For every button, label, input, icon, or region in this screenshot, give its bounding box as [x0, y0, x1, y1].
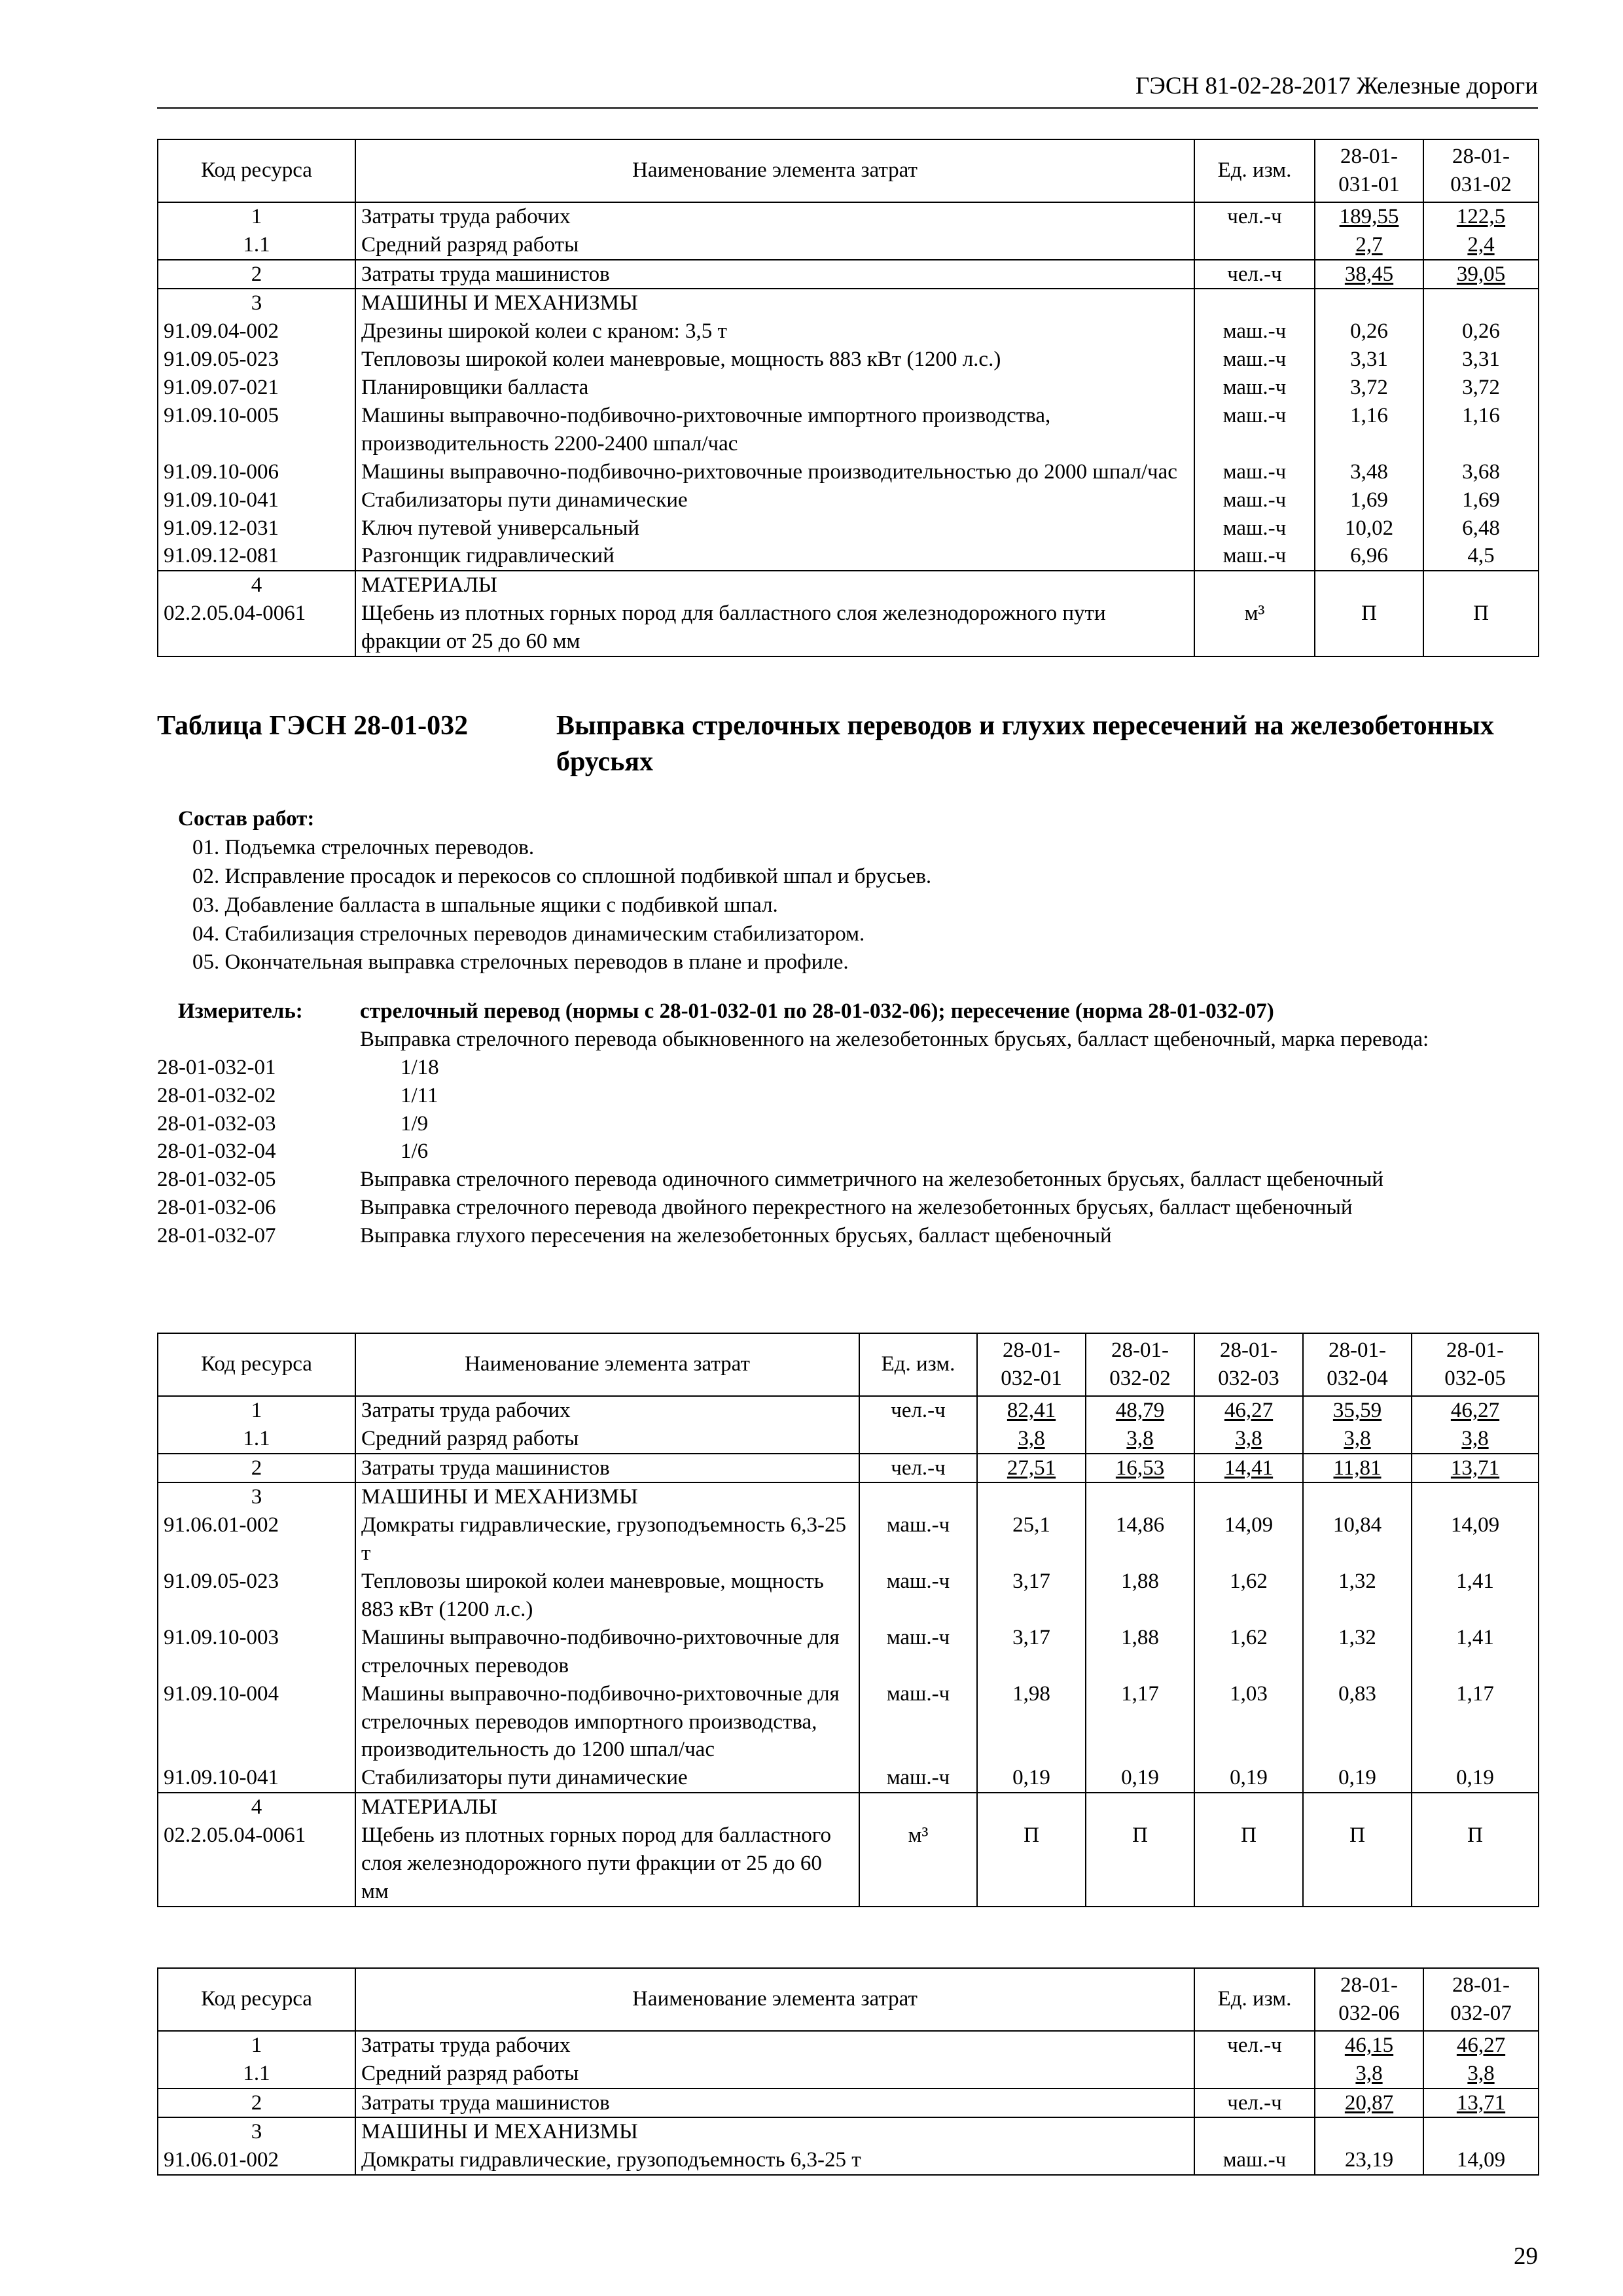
norm-code: 28-01-032-01 [157, 1055, 276, 1079]
resource-code: 91.09.10-005 [158, 402, 355, 458]
resource-code: 3 [158, 289, 355, 317]
norm-value: 3,8 [1315, 2060, 1423, 2089]
resource-code: 2 [158, 2089, 355, 2118]
resource-code: 91.06.01-002 [158, 1511, 355, 1568]
unit: маш.-ч [1194, 374, 1315, 402]
meter-intro: Выправка стрелочного перевода обыкновенного на железобетонных брусьях, балласт щебеночный, марка перевода: [360, 1027, 1429, 1051]
norm-item [157, 1110, 1538, 1138]
cost-element-name: Затраты труда машинистов [355, 1454, 859, 1483]
table-header-row [158, 139, 1539, 202]
resource-code: 2 [158, 1454, 355, 1483]
col-header-code: Код ресурса [158, 1968, 355, 2031]
resource-code: 1.1 [158, 2060, 355, 2089]
unit [1194, 571, 1315, 600]
unit [1194, 2117, 1315, 2146]
unit: маш.-ч [859, 1764, 977, 1793]
norm-value: 0,19 [1412, 1764, 1539, 1793]
resource-code: 91.09.04-002 [158, 317, 355, 346]
norm-code: 28-01-032-07 [157, 1224, 276, 1248]
col-header-name: Наименование элемента затрат [355, 139, 1194, 202]
table-row [158, 231, 1539, 260]
resource-code: 91.09.05-023 [158, 1568, 355, 1624]
norm-description: 1/9 [401, 1111, 429, 1136]
norm-value: 1,41 [1412, 1624, 1539, 1680]
norm-item [157, 1166, 1538, 1194]
col-header-code: Код ресурса [158, 139, 355, 202]
norm-value: 1,17 [1412, 1680, 1539, 1765]
norm-value: 23,19 [1315, 2146, 1423, 2175]
unit: маш.-ч [859, 1680, 977, 1765]
norm-code: 28-01-032-04 [157, 1139, 276, 1164]
composition-item: 03. Добавление балласта в шпальные ящики с подбивкой шпал. [192, 893, 778, 917]
col-header-code: Код ресурса [158, 1333, 355, 1396]
unit [859, 1482, 977, 1511]
unit: маш.-ч [1194, 542, 1315, 571]
unit: чел.-ч [1194, 2089, 1315, 2118]
table-row [158, 2117, 1539, 2146]
resource-code: 3 [158, 1482, 355, 1511]
norm-value: 25,1 [977, 1511, 1086, 1568]
norm-value: П [1412, 1821, 1539, 1907]
table-row [158, 1396, 1539, 1425]
norm-value: 1,69 [1423, 486, 1539, 514]
cost-element-name: Щебень из плотных горных пород для балластного слоя железнодорожного пути фракции от 25 до 60 мм [355, 600, 1194, 656]
cost-element-name: Машины выправочно-подбивочно-рихтовочные для стрелочных переводов [355, 1624, 859, 1680]
norm-value: 1,16 [1423, 402, 1539, 458]
norm-value: 3,8 [1194, 1425, 1303, 1454]
norm-value: 3,48 [1315, 458, 1423, 486]
table-row [158, 2089, 1539, 2118]
resource-code: 2 [158, 260, 355, 289]
norm-value: 46,27 [1194, 1396, 1303, 1425]
resource-code: 91.09.05-023 [158, 346, 355, 374]
cost-element-name: Домкраты гидравлические, грузоподъемность 6,3-25 т [355, 1511, 859, 1568]
cost-element-name: Ключ путевой универсальный [355, 514, 1194, 543]
col-header-norm: 28-01- 032-04 [1303, 1333, 1412, 1396]
norm-value: 122,5 [1423, 202, 1539, 231]
table-row [158, 289, 1539, 317]
table-row [158, 1454, 1539, 1483]
norm-value: 0,19 [1303, 1764, 1412, 1793]
cost-element-name: Домкраты гидравлические, грузоподъемность 6,3-25 т [355, 2146, 1194, 2175]
norm-value [977, 1482, 1086, 1511]
col-header-norm: 28-01- 032-07 [1423, 1968, 1539, 2031]
norm-value: 38,45 [1315, 260, 1423, 289]
norm-code: 28-01-032-05 [157, 1168, 276, 1192]
norm-value: 16,53 [1086, 1454, 1194, 1483]
norm-value: 14,09 [1194, 1511, 1303, 1568]
norm-item [157, 1222, 1538, 1250]
cost-element-name: Затраты труда рабочих [355, 202, 1194, 231]
unit: маш.-ч [1194, 486, 1315, 514]
norm-value [1423, 289, 1539, 317]
cost-element-name: Средний разряд работы [355, 1425, 859, 1454]
unit [859, 1793, 977, 1821]
col-header-unit: Ед. изм. [1194, 139, 1315, 202]
norm-value: 1,16 [1315, 402, 1423, 458]
norm-code: 28-01-032-06 [157, 1196, 276, 1220]
unit: маш.-ч [1194, 458, 1315, 486]
resource-code: 02.2.05.04-0061 [158, 1821, 355, 1907]
norm-value: 0,26 [1423, 317, 1539, 346]
resource-code: 91.09.10-006 [158, 458, 355, 486]
composition-heading: Состав работ: [178, 807, 315, 831]
unit: чел.-ч [859, 1396, 977, 1425]
unit [1194, 289, 1315, 317]
table-header-row [158, 1968, 1539, 2031]
col-header-norm: 28-01- 032-02 [1086, 1333, 1194, 1396]
norm-value: 3,17 [977, 1624, 1086, 1680]
table-row [158, 1511, 1539, 1568]
cost-element-name: Затраты труда рабочих [355, 2031, 1194, 2060]
resource-table-031 [157, 139, 1539, 657]
norm-value [1315, 2117, 1423, 2146]
norm-value: 1,62 [1194, 1624, 1303, 1680]
col-header-unit: Ед. изм. [1194, 1968, 1315, 2031]
norm-value: 1,88 [1086, 1624, 1194, 1680]
cost-element-name: Щебень из плотных горных пород для балластного слоя железнодорожного пути фракции от 25 до 60 мм [355, 1821, 859, 1907]
norm-value: 3,17 [977, 1568, 1086, 1624]
resource-code: 1 [158, 2031, 355, 2060]
norm-value [1412, 1793, 1539, 1821]
norm-value: 11,81 [1303, 1454, 1412, 1483]
cost-element-name: МАШИНЫ И МЕХАНИЗМЫ [355, 289, 1194, 317]
norm-description: 1/18 [401, 1055, 439, 1079]
norm-value: 3,8 [977, 1425, 1086, 1454]
norm-value: П [1303, 1821, 1412, 1907]
norm-value: 3,72 [1315, 374, 1423, 402]
norm-value: 10,02 [1315, 514, 1423, 543]
cost-element-name: Затраты труда рабочих [355, 1396, 859, 1425]
table-row [158, 1425, 1539, 1454]
cost-element-name: Средний разряд работы [355, 2060, 1194, 2089]
table-row [158, 2060, 1539, 2089]
table-row [158, 571, 1539, 600]
cost-element-name: МАТЕРИАЛЫ [355, 571, 1194, 600]
norm-value: 46,27 [1423, 2031, 1539, 2060]
col-header-norm: 28-01- 031-02 [1423, 139, 1539, 202]
running-header: ГЭСН 81-02-28-2017 Железные дороги [1135, 73, 1538, 99]
resource-code: 91.09.10-003 [158, 1624, 355, 1680]
resource-code: 1.1 [158, 231, 355, 260]
norm-item [157, 1194, 1538, 1222]
norm-value: 48,79 [1086, 1396, 1194, 1425]
page-number: 29 [1514, 2243, 1538, 2270]
norm-value: 20,87 [1315, 2089, 1423, 2118]
norm-code: 28-01-032-02 [157, 1083, 276, 1107]
norm-value: П [1423, 600, 1539, 656]
col-header-norm: 28-01- 032-05 [1412, 1333, 1539, 1396]
cost-element-name: Машины выправочно-подбивочно-рихтовочные для стрелочных переводов импортного производства, производительность до 1200 шпал/час [355, 1680, 859, 1765]
norm-item [157, 1138, 1538, 1166]
header-rule [157, 107, 1538, 109]
cost-element-name: Затраты труда машинистов [355, 2089, 1194, 2118]
table-row [158, 1624, 1539, 1680]
norm-value: 46,27 [1412, 1396, 1539, 1425]
resource-code: 91.09.10-041 [158, 1764, 355, 1793]
table-row [158, 1821, 1539, 1907]
resource-code: 1 [158, 202, 355, 231]
resource-code: 91.06.01-002 [158, 2146, 355, 2175]
resource-code: 91.09.07-021 [158, 374, 355, 402]
resource-code: 91.09.10-004 [158, 1680, 355, 1765]
unit: маш.-ч [1194, 317, 1315, 346]
unit: маш.-ч [1194, 514, 1315, 543]
table-row [158, 2031, 1539, 2060]
norm-description: Выправка глухого пересечения на железобетонных брусьях, балласт щебеночный [360, 1224, 1112, 1248]
resource-code: 4 [158, 571, 355, 600]
norm-value: 27,51 [977, 1454, 1086, 1483]
norm-value: 46,15 [1315, 2031, 1423, 2060]
resource-code: 91.09.12-081 [158, 542, 355, 571]
unit [859, 1425, 977, 1454]
table-row [158, 317, 1539, 346]
norm-value: 39,05 [1423, 260, 1539, 289]
norm-value: 189,55 [1315, 202, 1423, 231]
cost-element-name: Машины выправочно-подбивочно-рихтовочные производительностью до 2000 шпал/час [355, 458, 1194, 486]
col-header-name: Наименование элемента затрат [355, 1968, 1194, 2031]
norm-value: П [1315, 600, 1423, 656]
norm-value: 1,69 [1315, 486, 1423, 514]
resource-code: 1.1 [158, 1425, 355, 1454]
resource-code: 3 [158, 2117, 355, 2146]
composition-item: 05. Окончательная выправка стрелочных переводов в плане и профиле. [192, 950, 849, 975]
norm-value: П [1194, 1821, 1303, 1907]
norm-description: 1/11 [401, 1083, 438, 1107]
composition-item: 04. Стабилизация стрелочных переводов динамическим стабилизатором. [192, 922, 865, 946]
table-row [158, 1568, 1539, 1624]
unit: маш.-ч [859, 1511, 977, 1568]
cost-element-name: Планировщики балласта [355, 374, 1194, 402]
norm-value: 1,32 [1303, 1568, 1412, 1624]
unit: м³ [859, 1821, 977, 1907]
norm-value [1086, 1482, 1194, 1511]
unit: чел.-ч [1194, 2031, 1315, 2060]
table-row [158, 202, 1539, 231]
cost-element-name: Тепловозы широкой колеи маневровые, мощность 883 кВт (1200 л.с.) [355, 346, 1194, 374]
cost-element-name: Средний разряд работы [355, 231, 1194, 260]
norm-value [1194, 1793, 1303, 1821]
cost-element-name: МАШИНЫ И МЕХАНИЗМЫ [355, 1482, 859, 1511]
cost-element-name: Разгонщик гидравлический [355, 542, 1194, 571]
resource-table-032-b [157, 1967, 1539, 2176]
norm-value: 6,48 [1423, 514, 1539, 543]
norm-value: 0,26 [1315, 317, 1423, 346]
cost-element-name: Затраты труда машинистов [355, 260, 1194, 289]
unit: чел.-ч [859, 1454, 977, 1483]
norm-value [1303, 1482, 1412, 1511]
table-row [158, 600, 1539, 656]
table-row [158, 1793, 1539, 1821]
col-header-norm: 28-01- 032-01 [977, 1333, 1086, 1396]
norm-value: 1,03 [1194, 1680, 1303, 1765]
col-header-unit: Ед. изм. [859, 1333, 977, 1396]
norm-code: 28-01-032-03 [157, 1111, 276, 1136]
norm-value: 14,41 [1194, 1454, 1303, 1483]
norm-value: 3,8 [1086, 1425, 1194, 1454]
norm-value: 2,4 [1423, 231, 1539, 260]
norm-value: 3,8 [1412, 1425, 1539, 1454]
norm-value: 0,19 [977, 1764, 1086, 1793]
col-header-norm: 28-01- 032-03 [1194, 1333, 1303, 1396]
table-row [158, 1482, 1539, 1511]
resource-code: 91.09.12-031 [158, 514, 355, 543]
composition-item: 02. Исправление просадок и перекосов со сплошной подбивкой шпал и брусьев. [192, 864, 932, 888]
resource-table-032-a [157, 1333, 1539, 1907]
table-label: Таблица ГЭСН 28-01-032 [157, 711, 469, 741]
work-composition [178, 805, 1520, 977]
unit: чел.-ч [1194, 202, 1315, 231]
norm-item [157, 1082, 1538, 1110]
table-row [158, 260, 1539, 289]
table-row [158, 374, 1539, 402]
norm-value: 0,19 [1086, 1764, 1194, 1793]
norm-value: 10,84 [1303, 1511, 1412, 1568]
unit: маш.-ч [859, 1624, 977, 1680]
meter-value: стрелочный перевод (нормы с 28-01-032-01 по 28-01-032-06); пересечение (норма 28-01-032-07) [360, 999, 1274, 1023]
table-row [158, 1680, 1539, 1765]
norm-value: 6,96 [1315, 542, 1423, 571]
unit [1194, 2060, 1315, 2089]
table-caption: Выправка стрелочных переводов и глухих пересечений на железобетонных брусьях [556, 711, 1494, 777]
norm-value: 3,72 [1423, 374, 1539, 402]
norm-value [1315, 571, 1423, 600]
norm-value: 3,8 [1423, 2060, 1539, 2089]
unit: маш.-ч [1194, 402, 1315, 458]
meter-label: Измеритель: [178, 999, 303, 1023]
norm-value: 13,71 [1412, 1454, 1539, 1483]
norm-description: Выправка стрелочного перевода двойного перекрестного на железобетонных брусьях, балласт щебеночный [360, 1196, 1353, 1220]
norm-value [1315, 289, 1423, 317]
norm-value: 1,32 [1303, 1624, 1412, 1680]
cost-element-name: Дрезины широкой колеи с краном: 3,5 т [355, 317, 1194, 346]
norm-description: 1/6 [401, 1139, 429, 1164]
unit: маш.-ч [859, 1568, 977, 1624]
norm-value: 1,88 [1086, 1568, 1194, 1624]
norm-value: 0,83 [1303, 1680, 1412, 1765]
norm-value: 1,98 [977, 1680, 1086, 1765]
unit: маш.-ч [1194, 346, 1315, 374]
cost-element-name: МАШИНЫ И МЕХАНИЗМЫ [355, 2117, 1194, 2146]
norm-value [1303, 1793, 1412, 1821]
norm-value [1423, 571, 1539, 600]
table-row [158, 458, 1539, 486]
unit: маш.-ч [1194, 2146, 1315, 2175]
cost-element-name: Тепловозы широкой колеи маневровые, мощность 883 кВт (1200 л.с.) [355, 1568, 859, 1624]
composition-item: 01. Подъемка стрелочных переводов. [192, 835, 535, 859]
col-header-norm: 28-01- 031-01 [1315, 139, 1423, 202]
resource-code: 02.2.05.04-0061 [158, 600, 355, 656]
norm-value: П [1086, 1821, 1194, 1907]
norm-value: 1,41 [1412, 1568, 1539, 1624]
norm-value: 82,41 [977, 1396, 1086, 1425]
norm-value [977, 1793, 1086, 1821]
norm-value: 1,17 [1086, 1680, 1194, 1765]
norm-item [157, 1054, 1538, 1082]
norm-value [1086, 1793, 1194, 1821]
norm-value: 1,62 [1194, 1568, 1303, 1624]
norm-value: 3,68 [1423, 458, 1539, 486]
norm-value: 3,31 [1423, 346, 1539, 374]
norm-value: 3,31 [1315, 346, 1423, 374]
meter-block [157, 997, 1538, 1250]
table-row [158, 346, 1539, 374]
norm-value: 14,09 [1412, 1511, 1539, 1568]
norm-value [1423, 2117, 1539, 2146]
unit [1194, 231, 1315, 260]
norm-value: П [977, 1821, 1086, 1907]
table-row [158, 514, 1539, 543]
norm-value: 14,09 [1423, 2146, 1539, 2175]
norm-value [1194, 1482, 1303, 1511]
cost-element-name: МАТЕРИАЛЫ [355, 1793, 859, 1821]
table-row [158, 402, 1539, 458]
cost-element-name: Стабилизаторы пути динамические [355, 1764, 859, 1793]
norm-description: Выправка стрелочного перевода одиночного симметричного на железобетонных брусьях, балласт щебеночный [360, 1168, 1383, 1192]
norm-value [1412, 1482, 1539, 1511]
unit: чел.-ч [1194, 260, 1315, 289]
table-row [158, 2146, 1539, 2175]
norm-value: 13,71 [1423, 2089, 1539, 2118]
table-row [158, 542, 1539, 571]
norm-value: 0,19 [1194, 1764, 1303, 1793]
norm-value: 3,8 [1303, 1425, 1412, 1454]
cost-element-name: Машины выправочно-подбивочно-рихтовочные импортного производства, производительность 2200-2400 шпал/час [355, 402, 1194, 458]
table-row [158, 1764, 1539, 1793]
norm-value: 35,59 [1303, 1396, 1412, 1425]
norm-value: 4,5 [1423, 542, 1539, 571]
table-header-row [158, 1333, 1539, 1396]
norm-value: 14,86 [1086, 1511, 1194, 1568]
unit: м³ [1194, 600, 1315, 656]
resource-code: 1 [158, 1396, 355, 1425]
cost-element-name: Стабилизаторы пути динамические [355, 486, 1194, 514]
col-header-name: Наименование элемента затрат [355, 1333, 859, 1396]
resource-code: 4 [158, 1793, 355, 1821]
norm-value: 2,7 [1315, 231, 1423, 260]
resource-code: 91.09.10-041 [158, 486, 355, 514]
table-row [158, 486, 1539, 514]
col-header-norm: 28-01- 032-06 [1315, 1968, 1423, 2031]
